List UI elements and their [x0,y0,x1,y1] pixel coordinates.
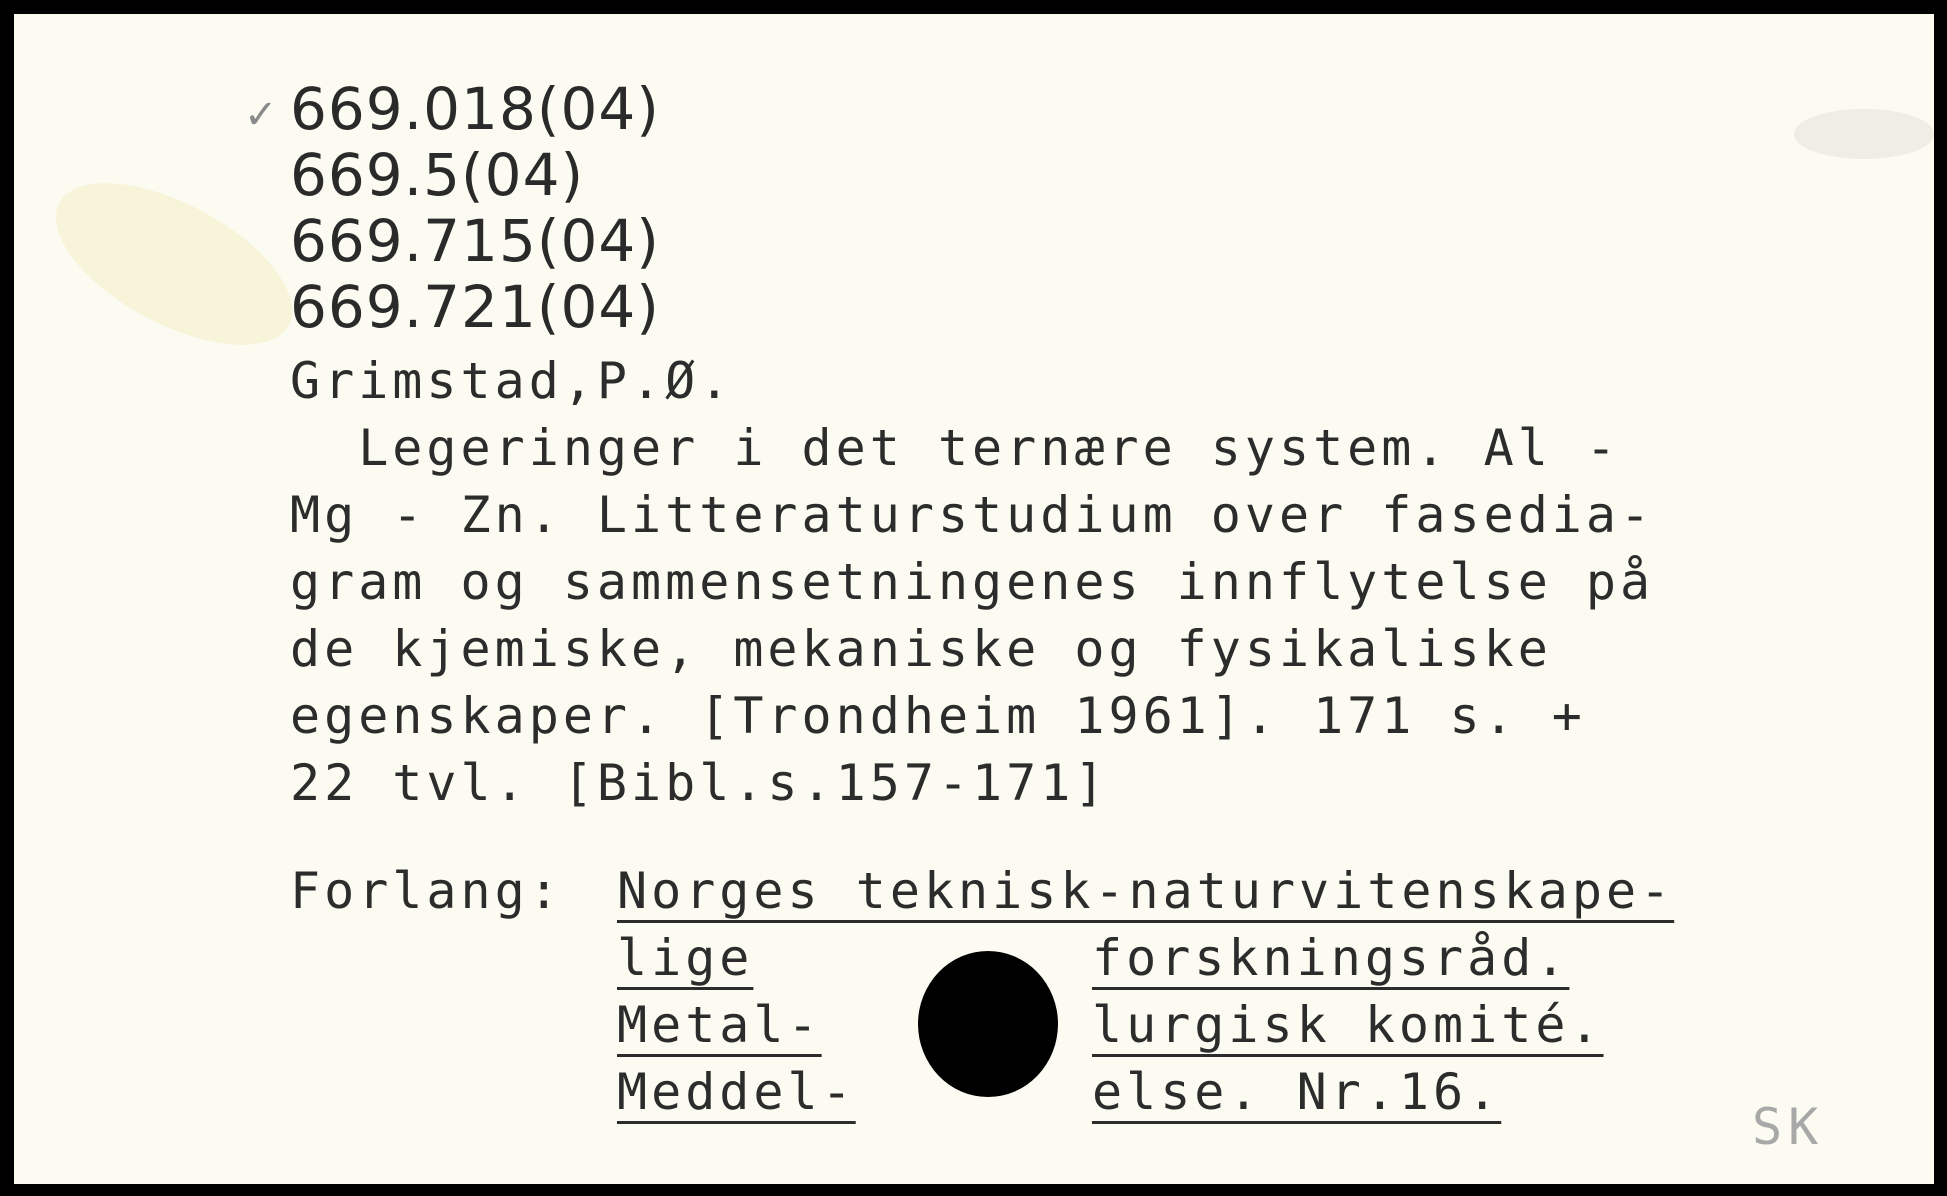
description-line: de kjemiske, mekaniske og fysikaliske [290,620,1552,678]
description-line: 22 tvl. [Bibl.s.157-171] [290,754,1109,812]
publisher-line: Norges teknisk-naturvitenskape- [617,862,1675,920]
description-line: egenskaper. [Trondheim 1961]. 171 s. + [290,687,1586,745]
check-mark-icon: ✓ [244,92,278,138]
paper-stain [31,150,317,378]
publisher-fragment: forskningsråd. [1092,929,1570,987]
request-label: Forlang: [290,862,563,920]
publisher-fragment: Metal- [617,996,822,1054]
publisher-fragment: Meddel- [617,1063,856,1121]
publisher-fragment: else. Nr.16. [1092,1063,1502,1121]
punch-hole [918,951,1058,1097]
initials-stamp: SK [1752,1098,1825,1156]
classification-number: 669.5(04) [290,141,585,209]
description-line: Legeringer i det ternære system. Al - [290,419,1620,477]
publisher-fragment: lige [617,929,754,987]
classification-number: 669.018(04) [290,75,660,143]
description-line: gram og sammensetningenes innflytelse på [290,553,1655,611]
description-line: Mg - Zn. Litteraturstudium over fasedia- [290,486,1655,544]
classification-number: 669.721(04) [290,273,660,341]
author-name: Grimstad,P.Ø. [290,352,734,410]
catalog-card [14,14,1934,1184]
publisher-fragment: lurgisk komité. [1092,996,1604,1054]
paper-smudge [1794,109,1934,159]
classification-number: 669.715(04) [290,207,660,275]
